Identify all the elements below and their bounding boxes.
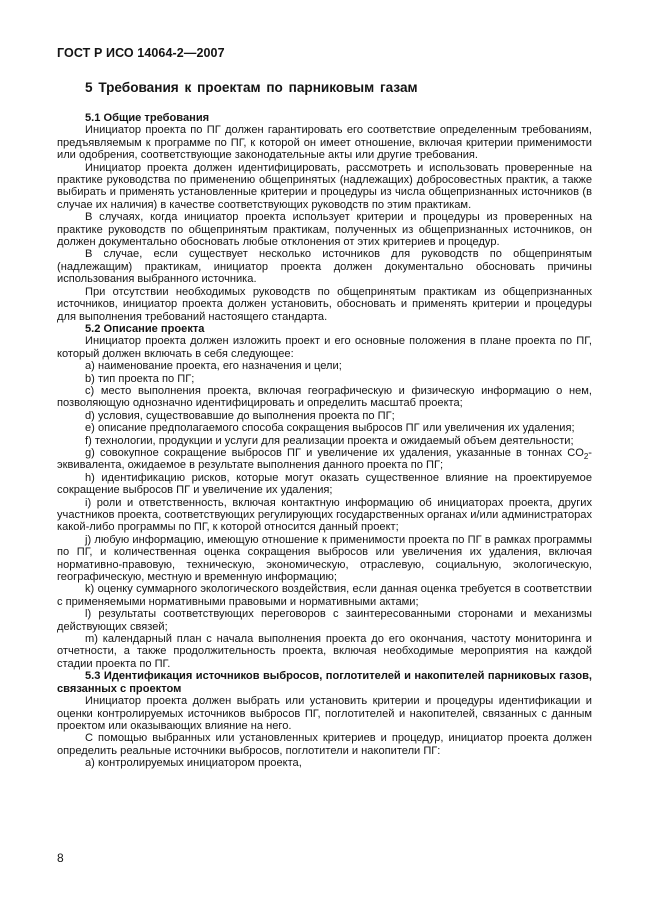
list-item-d: d) условия, существовавшие до выполнения проекта по ПГ; (85, 409, 395, 422)
list-item-a: а) контролируемых инициатором проекта, (85, 757, 302, 770)
list-item-i: i) роли и ответственность, включая контактную информацию об инициаторах проекта, других участников проекта, соответствующих регулирующих государственных органах и/или администраторах какой-либо программы по ПГ, к которой относится данный проект; (57, 496, 592, 534)
list-item-g (57, 447, 592, 472)
list-item-g-text-end: -эквивалента, ожидаемое в результате выполнения данного проекта по ПГ; (57, 446, 592, 472)
paragraph: Инициатор проекта должен выбрать или установить критерии и процедуры идентификации и оценки контролируемых источников выбросов ПГ, поглотителей и накопителей, связанных с данным проектом или оказывающих влияние на него. (57, 695, 592, 732)
list-item-h: h) идентификацию рисков, которые могут оказать существенное влияние на проектируемое сокращение выбросов ПГ и увеличение их удаления; (57, 471, 592, 497)
paragraph: Инициатор проекта по ПГ должен гарантировать его соответствие определенным требованиям, предъявляемым к программе по ПГ, к которой он имеет отношение, включая критерии применимости или одобрения, соответствующие законодательные акты или другие требования. (57, 124, 592, 162)
paragraph: С помощью выбранных или установленных критериев и процедур, инициатор проекта должен определить реальные источники выбросов, поглотители и накопители ПГ: (57, 732, 592, 757)
list-item-j: j) любую информацию, имеющую отношение к применимости проекта по ПГ в рамках программы по ПГ, и количественная оценка сокращения выбросов или увеличения их удаления, включая нормативно-правовую, техническую, экономическую, отраслевую, социальную, экологическую, географическую, местную и временную информацию; (57, 533, 592, 584)
section-5-1-heading: 5.1 Общие требования (85, 112, 210, 124)
list-item-e: е) описание предполагаемого способа сокращения выбросов ПГ или увеличения их удаления; (85, 422, 575, 435)
page-number: 8 (57, 851, 64, 865)
paragraph: Инициатор проекта должен идентифицировать, рассмотреть и использовать проверенные на практике руководства по применению общепринятых (надлежащих) добросовестных практик, а также выбирать и применять установленные критерии и процедуры из числа общепризнанных источников (в случае их наличия) в качестве соответствующих руководств по этим практикам. (57, 161, 592, 211)
list-item-g-text-start: g) совокупное сокращение выбросов ПГ и увеличение их удаления, указанные в тоннах CO (85, 446, 584, 459)
list-item-k: k) оценку суммарного экологического воздействия, если данная оценка требуется в соответствии с применяемыми нормативными правовыми и нормативными актами; (57, 583, 592, 608)
paragraph: В случае, если существует несколько источников для руководств по общепринятым (надлежащим) практикам, инициатор проекта должен документально обосновать причины использования выбранного источника. (57, 248, 592, 286)
paragraph: В случаях, когда инициатор проекта использует критерии и процедуры из проверенных на практике руководств по общепринятым практикам, полученных из общепризнанных источников, он должен документально обосновать любые отклонения от этих критериев и процедур. (57, 211, 592, 249)
paragraph: При отсутствии необходимых руководств по общепринятым практикам из общепризнанных источников, инициатор проекта должен установить, обосновать и применять критерии и процедуры для выполнения требований настоящего стандарта. (57, 285, 592, 323)
list-item-l: l) результаты соответствующих переговоров с заинтересованными сторонами и механизмы действующих связей; (57, 608, 592, 633)
list-item-m: m) календарный план с начала выполнения проекта до его окончания, частоту мониторинга и отчетности, а также продолжительность проекта, включая необходимые мероприятия на каждой стадии проекта по ПГ. (57, 633, 592, 670)
list-item-b: b) тип проекта по ПГ; (85, 372, 195, 385)
section-5-3-heading: 5.3 Идентификация источников выбросов, поглотителей и накопителей парниковых газов, связанных с проектом (57, 670, 592, 695)
list-item-f: f) технологии, продукции и услуги для реализации проекта и ожидаемый объем деятельности; (85, 434, 574, 447)
list-item-c: с) место выполнения проекта, включая географическую и физическую информацию о нем, позволяющую однозначно идентифицировать и определить масштаб проекта; (57, 384, 592, 410)
section-5-2-heading: 5.2 Описание проекта (85, 322, 205, 335)
section-5-heading: 5 Требования к проектам по парниковым газам (85, 80, 418, 95)
co2-subscript: 2 (583, 452, 589, 462)
page-content (57, 80, 592, 770)
running-header: ГОСТ Р ИСО 14064-2—2007 (57, 46, 225, 60)
paragraph: Инициатор проекта должен изложить проект и его основные положения в плане проекта по ПГ, который должен включать в себя следующее: (57, 335, 592, 360)
list-item-a: а) наименование проекта, его назначения и цели; (85, 360, 342, 373)
